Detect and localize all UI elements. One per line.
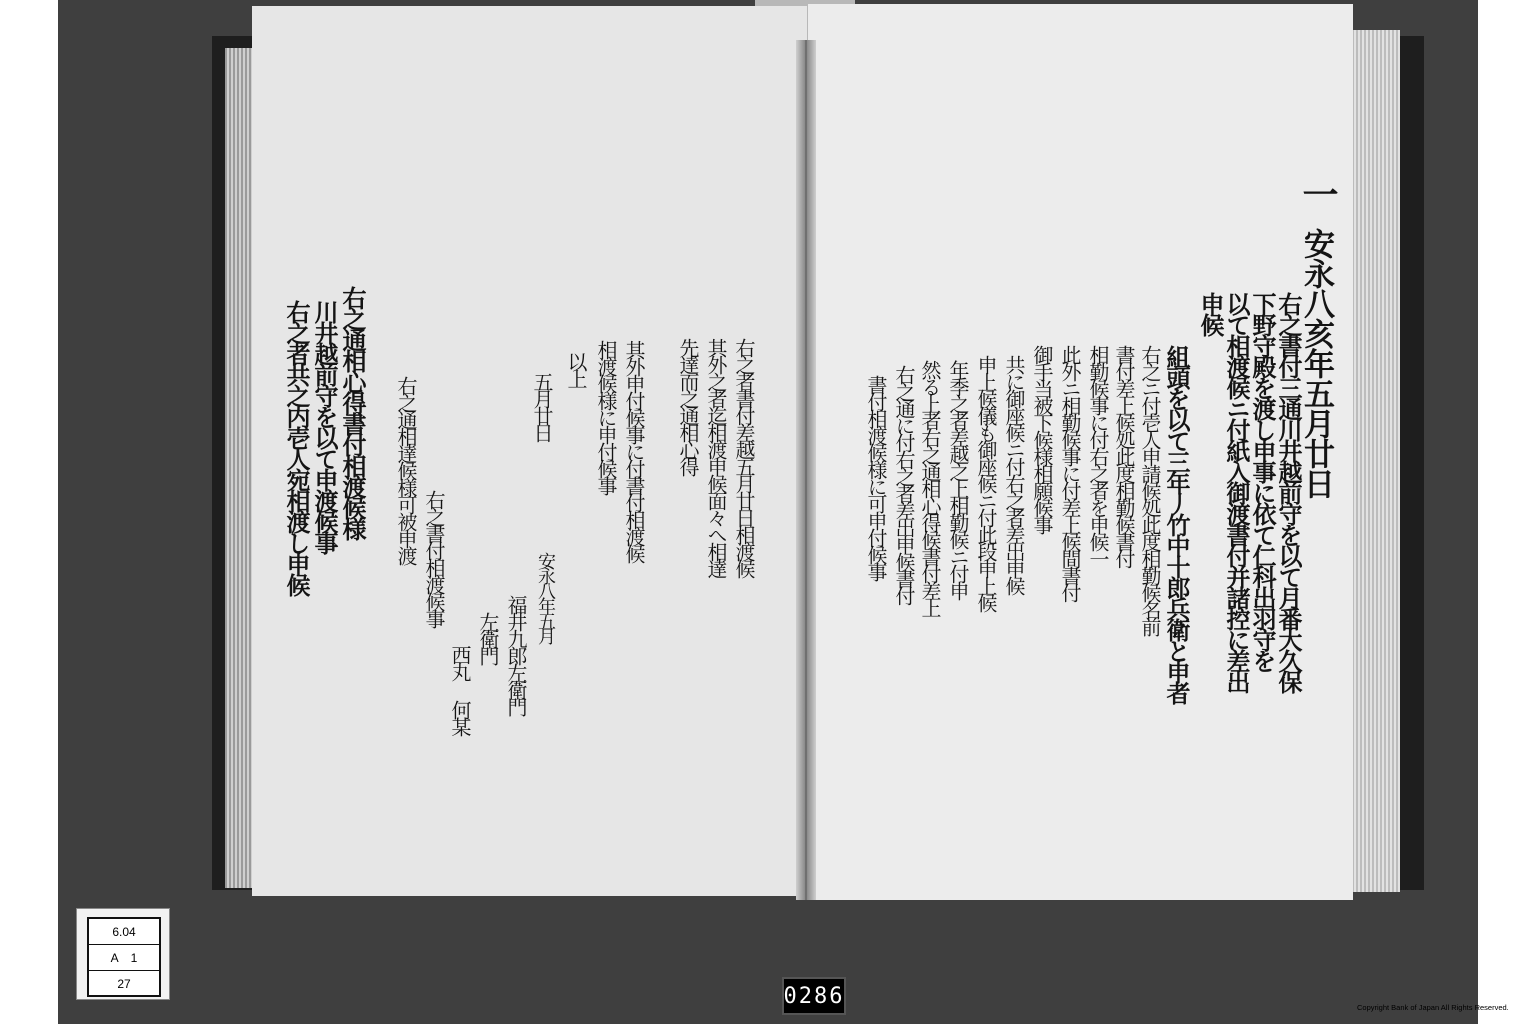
left-column-4: 其外申付候事に付書付相渡候 [622,340,646,561]
right-column-13: 年季之者差越之上相勤候ニ付申 [946,360,970,598]
left-column-6: 以上 [564,352,588,386]
right-column-6: 右之ニ付壱人申請候処此度相勤候名前 [1138,345,1162,634]
catalog-label-card [76,908,170,1000]
left-column-3: 先達而之通相心得 [676,338,700,474]
frame-number: 0286 [782,977,846,1015]
right-column-7: 書付差上候処此度相勤候書付 [1112,345,1136,566]
left-column-7: 五月廿日 [530,372,554,440]
right-column-5: 組頭を以て三年丿竹中十郎兵衛と申者 [1162,345,1191,702]
right-column-16: 書付相渡候様に可申付候事 [864,375,888,579]
right-date-line: 安永八亥年五月廿日 [1298,228,1334,498]
catalog-number: 6.04 [112,924,136,939]
right-column-12: 申上候儀も御座候ニ付此段申上候 [974,355,998,610]
catalog-label-row-1 [89,919,159,945]
catalog-label-row-3 [89,971,159,996]
catalog-label-row-2 [89,945,159,971]
right-column-11: 共に御座候ニ付右之者差出申候 [1002,355,1026,593]
left-column-1: 右之者書付差越五月廿日相渡候 [732,338,756,576]
left-column-5: 相渡候様に申付候事 [594,340,618,493]
left-column-11: 西丸 何某 [448,645,472,734]
right-column-8: 相勤候事に付右之者を申候一 [1086,345,1110,566]
catalog-item: 27 [117,976,131,991]
book-gutter [796,40,816,900]
catalog-volume: 1 [130,950,138,965]
left-column-14: 右之通相心得書付相渡候様 [338,286,367,538]
catalog-series: A [110,950,119,965]
right-column-2: 下野守殿を渡し申事に依て仁科出羽守を [1248,292,1277,670]
right-column-3: 以て相渡候ニ付紙入御渡書付并諸控に差出 [1222,292,1251,691]
copyright-notice: Copyright Bank of Japan All Rights Reserved. [1357,1003,1509,1012]
left-column-16: 右之者共之内壱人宛相渡し申候 [282,300,311,594]
left-column-15: 川井越前守を以て申渡候事 [310,300,339,552]
left-column-8: 安永八年五月 [535,552,556,642]
right-column-9: 此外ニ相勤候事に付差上候間書付 [1058,345,1082,600]
right-heading: 一 [1297,176,1339,216]
left-column-2: 其外之者迄相渡申候面々へ相達 [704,338,728,576]
catalog-label [87,917,161,997]
right-column-14: 然る上者右之通相心得候書付差上 [918,360,942,615]
left-column-12: 右之書付相渡候事 [422,490,446,626]
right-column-1: 右之書付三通川井越前守を以て月番大久保 [1274,292,1303,691]
right-column-15: 右之通に付右之者差出申候書付 [892,365,916,603]
right-column-10: 御手当被下候様相願候事 [1030,345,1054,532]
left-column-10: 左衛門 [476,612,500,663]
left-column-9: 福井九郎左衛門 [504,595,528,714]
right-column-4: 申候 [1196,292,1225,334]
left-column-13: 右之通相達候様可被申渡 [394,376,418,563]
book-page-edges-right [1352,30,1400,892]
